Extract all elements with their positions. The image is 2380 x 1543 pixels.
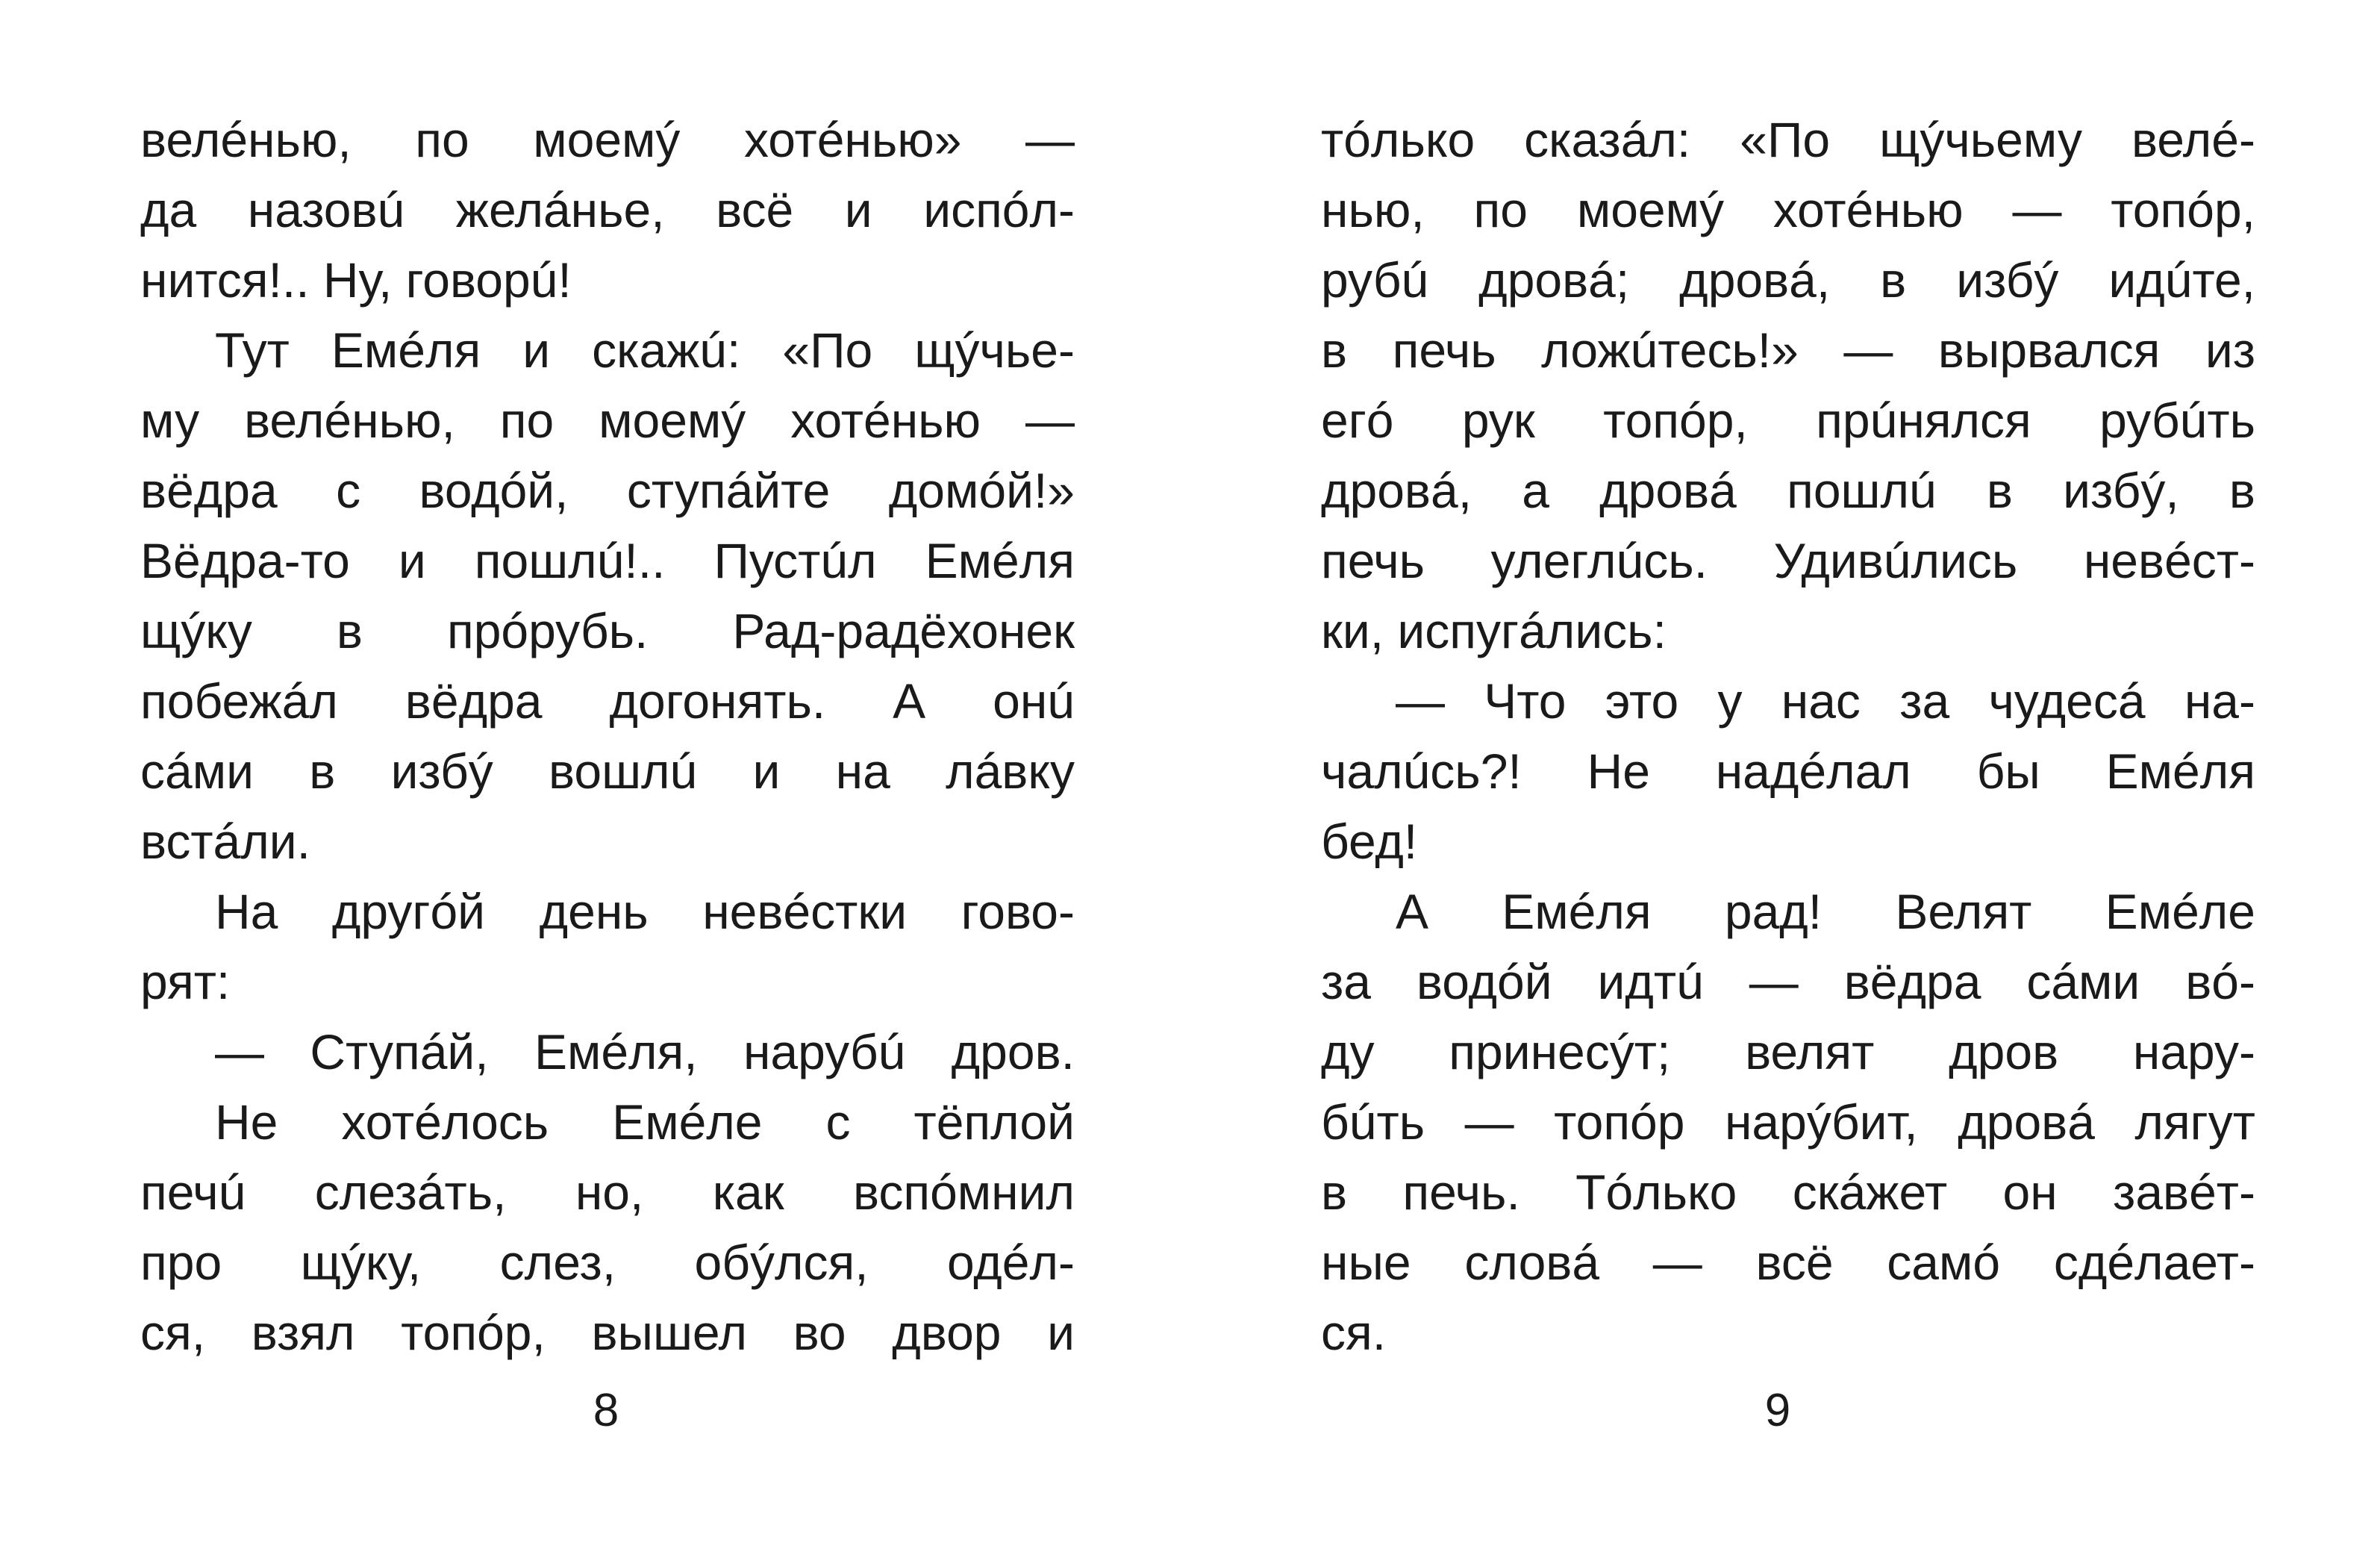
text-line: в печь ложúтесь!» — вырвался из — [1321, 322, 2255, 378]
text-line: нится!.. Ну, говорú! — [140, 252, 572, 308]
text-line: печú слезáть, но, как вспóмнил — [140, 1165, 1075, 1220]
text-line: рубú дровá; дровá, в избý идúте, — [1321, 252, 2255, 308]
text-line: да назовú желáнье, всё и испóл- — [140, 182, 1075, 237]
text-line: ся. — [1321, 1305, 1387, 1360]
text-line: рят: — [140, 954, 231, 1009]
text-line: А Емéля рад! Велят Емéле — [1396, 884, 2255, 939]
text-line: встáли. — [140, 814, 310, 869]
text-line: ся, взял топóр, вышел во двор и — [140, 1305, 1075, 1360]
text-line: в печь. Тóлько скáжет он завéт- — [1321, 1165, 2255, 1220]
text-line: вёдра с водóй, ступáйте домóй!» — [140, 463, 1075, 518]
text-line: нью, по моемý хотéнью — топóр, — [1321, 182, 2255, 237]
text-line: ки, испугáлись: — [1321, 603, 1667, 658]
text-line: ду принесýт; велят дров нару- — [1321, 1024, 2255, 1079]
text-line: чалúсь?! Не надéлал бы Емéля — [1321, 744, 2255, 799]
right-page-text — [1321, 105, 2255, 1368]
text-line: му велéнью, по моемý хотéнью — — [140, 393, 1075, 448]
text-line: тóлько сказáл: «По щýчьему велé- — [1321, 112, 2255, 167]
text-line: егó рук топóр, прúнялся рубúть — [1321, 393, 2255, 448]
text-line: бед! — [1321, 814, 1418, 869]
page-number: 8 — [593, 1385, 619, 1436]
text-line: печь улеглúсь. Удивúлись невéст- — [1321, 533, 2255, 588]
text-line: ные словá — всё самó сдéлает- — [1321, 1235, 2255, 1290]
text-line: велéнью, по моемý хотéнью» — — [140, 112, 1075, 167]
text-line: щýку в прóрубь. Рад-радёхонек — [140, 603, 1075, 658]
text-line: — Ступáй, Емéля, нарубú дров. — [215, 1024, 1075, 1079]
text-line: На другóй день невéстки гово- — [215, 884, 1075, 939]
text-line: сáми в избý вошлú и на лáвку — [140, 744, 1075, 799]
left-page-text — [140, 105, 1075, 1368]
text-line: про щýку, слез, обýлся, одéл- — [140, 1235, 1075, 1290]
text-line: Вёдра-то и пошлú!.. Пустúл Емéля — [140, 533, 1075, 588]
text-line: бúть — топóр нарýбит, дровá лягут — [1321, 1094, 2255, 1150]
right-page — [1190, 0, 2380, 1543]
text-line: побежáл вёдра догонять. А онú — [140, 673, 1075, 729]
text-line: дровá, а дровá пошлú в избý, в — [1321, 463, 2255, 518]
text-line: за водóй идтú — вёдра сáми вó- — [1321, 954, 2255, 1009]
text-line: Тут Емéля и скажú: «По щýчье- — [215, 322, 1075, 378]
page-number: 9 — [1764, 1385, 1791, 1436]
text-line: Не хотéлось Емéле с тёплой — [215, 1094, 1075, 1150]
text-line: — Что это у нас за чудесá на- — [1396, 673, 2255, 729]
